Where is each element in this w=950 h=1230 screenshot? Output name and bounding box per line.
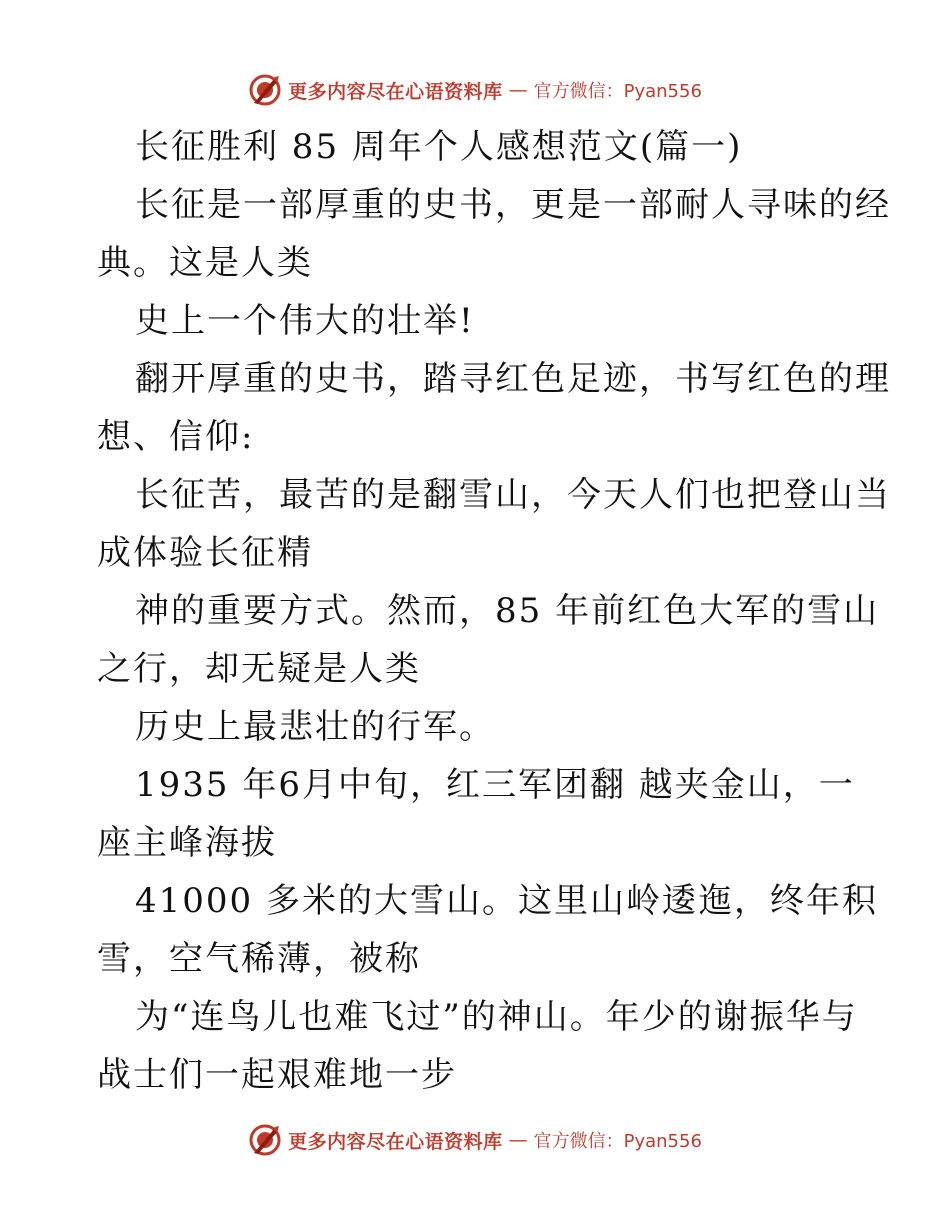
text-line: 神的重要方式。然而，85 年前红色大军的雪山 xyxy=(135,591,880,631)
watermark-main-text: 更多内容尽在心语资料库 xyxy=(288,80,503,103)
footer-watermark xyxy=(0,1120,950,1160)
watermark-dash: — xyxy=(508,79,528,101)
watermark-sub-text: 官方微信：Pyan556 xyxy=(533,1131,702,1152)
quill-logo-icon xyxy=(248,73,282,107)
watermark-sub-text: 官方微信：Pyan556 xyxy=(533,81,702,102)
text-line: 长征是一部厚重的史书，更是一部耐人寻味的经 xyxy=(135,185,891,225)
text-line: 为“连鸟儿也难飞过”的神山。年少的谢振华与 xyxy=(135,997,858,1037)
text-line: 史上一个伟大的壮举! xyxy=(135,301,475,341)
text-line: 雪，空气稀薄，被称 xyxy=(97,939,421,979)
quill-logo-icon xyxy=(248,1123,282,1157)
text-line: 41000 多米的大雪山。这里山岭逶迤，终年积 xyxy=(135,881,878,921)
text-line: 历史上最悲壮的行军。 xyxy=(135,707,495,747)
text-line: 典。这是人类 xyxy=(97,243,313,283)
text-line: 之行，却无疑是人类 xyxy=(97,649,421,689)
text-line: 座主峰海拔 xyxy=(97,823,277,863)
watermark-main-text: 更多内容尽在心语资料库 xyxy=(288,1130,503,1153)
header-watermark xyxy=(0,70,950,110)
text-line: 翻开厚重的史书，踏寻红色足迹，书写红色的理 xyxy=(135,359,891,399)
text-line: 长征苦，最苦的是翻雪山，今天人们也把登山当 xyxy=(135,475,891,515)
text-line: 想、信仰: xyxy=(97,417,255,457)
watermark-dash: — xyxy=(508,1129,528,1151)
text-line: 长征胜利 85 周年个人感想范文(篇一) xyxy=(135,127,743,167)
text-line: 成体验长征精 xyxy=(97,533,313,573)
text-line: 1935 年6月中旬，红三军团翻 越夹金山，一 xyxy=(135,765,855,805)
article-body xyxy=(97,118,891,1104)
text-line: 战士们一起艰难地一步 xyxy=(97,1055,457,1095)
